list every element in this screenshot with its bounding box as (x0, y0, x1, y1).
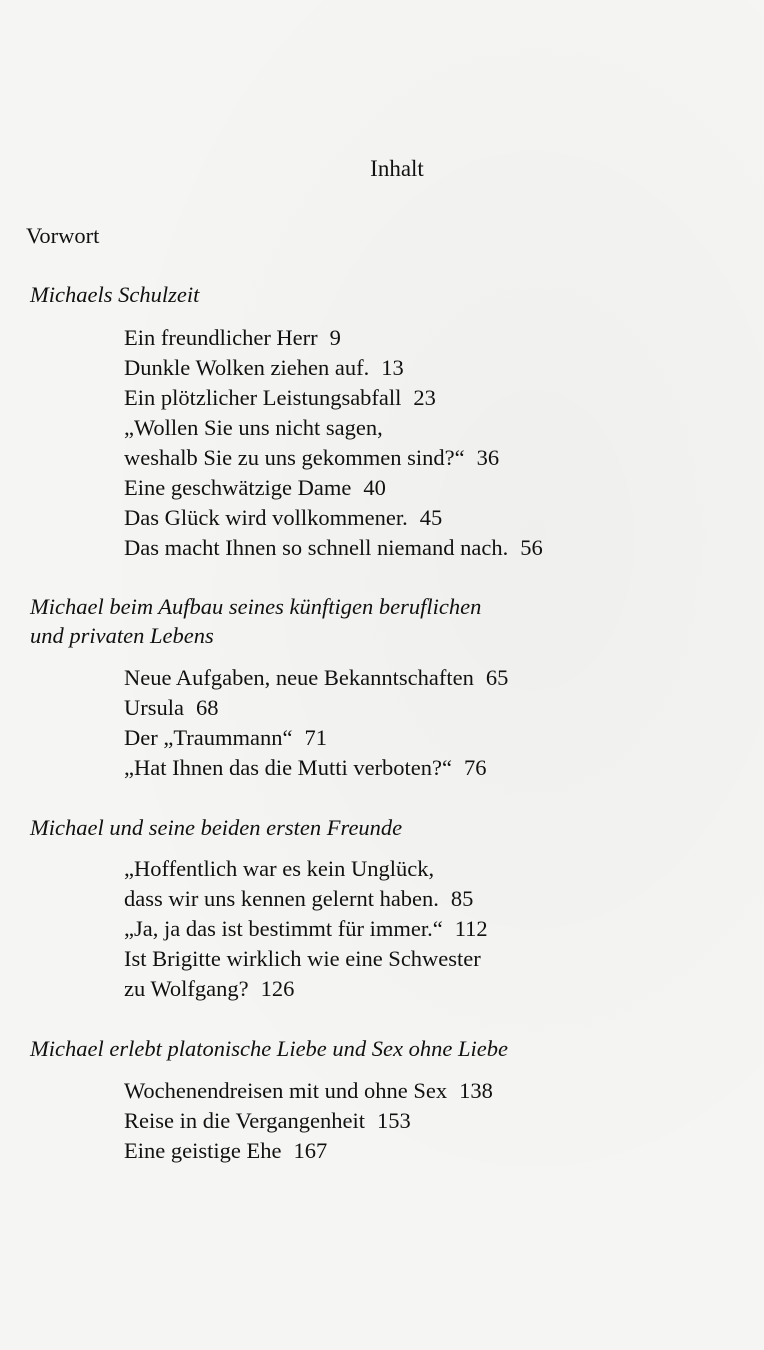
page-number: 138 (459, 1078, 493, 1103)
page-number: 126 (260, 976, 295, 1001)
page-number: 9 (329, 325, 341, 350)
page-number: 36 (476, 445, 500, 470)
entry-title: Reise in die Vergangenheit (124, 1108, 365, 1133)
section-heading-schulzeit: Michaels Schulzeit (30, 282, 200, 307)
entry-title: Das Glück wird vollkommener. (124, 505, 408, 530)
page-number: 65 (485, 665, 509, 690)
toc-entry (124, 915, 488, 943)
toc-entry-line-2 (124, 885, 473, 913)
toc-entry (124, 324, 341, 352)
section-heading-freunde: Michael und seine beiden ersten Freunde (30, 815, 403, 840)
entry-title: Eine geschwätzige Dame (124, 475, 352, 500)
toc-entry-line-1: „Hoffentlich war es kein Unglück, (124, 856, 435, 881)
page-number: 167 (293, 1138, 328, 1163)
toc-entry (124, 1107, 411, 1135)
entry-title: weshalb Sie zu uns gekommen sind?“ (124, 445, 465, 470)
entry-title: „Hat Ihnen das die Mutti verboten?“ (124, 755, 453, 780)
page-number: 13 (381, 355, 404, 380)
entry-title: Dunkle Wolken ziehen auf. (124, 355, 370, 380)
section-heading-aufbau-line-2: und privaten Lebens (30, 623, 214, 648)
toc-entry (124, 1077, 493, 1105)
toc-entry (124, 1137, 327, 1165)
toc-entry (124, 504, 442, 532)
entry-title: dass wir uns kennen gelernt haben. (124, 886, 439, 911)
toc-entry (124, 354, 404, 382)
toc-entry-line-2 (124, 444, 499, 472)
page-number: 23 (413, 385, 436, 410)
entry-title: Ursula (124, 695, 184, 720)
page-number: 56 (520, 535, 543, 560)
page-number: 40 (363, 475, 386, 500)
page-number: 45 (419, 505, 443, 530)
entry-title: Wochenendreisen mit und ohne Sex (124, 1078, 448, 1103)
toc-entry (124, 724, 327, 752)
entry-title: zu Wolfgang? (124, 976, 249, 1001)
entry-title: Das macht Ihnen so schnell niemand nach. (124, 535, 509, 560)
toc-entry (124, 694, 219, 722)
entry-title: Ein plötzlicher Leistungsabfall (124, 385, 402, 410)
toc-entry (124, 754, 487, 782)
entry-title: Eine geistige Ehe (124, 1138, 282, 1163)
page-title: Inhalt (370, 156, 424, 181)
entry-title: Ein freundlicher Herr (124, 325, 318, 350)
section-heading-liebe: Michael erlebt platonische Liebe und Sex ohne Liebe (30, 1036, 508, 1061)
toc-entry (124, 474, 386, 502)
toc-entry (124, 534, 543, 562)
entry-title: Neue Aufgaben, neue Bekanntschaften (124, 665, 474, 690)
page-number: 85 (450, 886, 474, 911)
entry-title: „Ja, ja das ist bestimmt für immer.“ (124, 916, 443, 941)
page-number: 76 (464, 755, 487, 780)
page-number: 153 (377, 1108, 411, 1133)
entry-title: Der „Traummann“ (124, 725, 293, 750)
toc-entry-line-1: „Wollen Sie uns nicht sagen, (124, 415, 383, 440)
toc-entry-line-1: Ist Brigitte wirklich wie eine Schwester (124, 946, 481, 971)
foreword-entry: Vorwort (26, 223, 100, 248)
toc-entry (124, 384, 436, 412)
toc-entry-line-2 (124, 975, 294, 1003)
page-number: 112 (454, 916, 488, 941)
page-number: 71 (304, 725, 327, 750)
section-heading-aufbau-line-1: Michael beim Aufbau seines künftigen beruflichen (30, 594, 482, 619)
toc-entry (124, 664, 508, 692)
page-number: 68 (196, 695, 219, 720)
